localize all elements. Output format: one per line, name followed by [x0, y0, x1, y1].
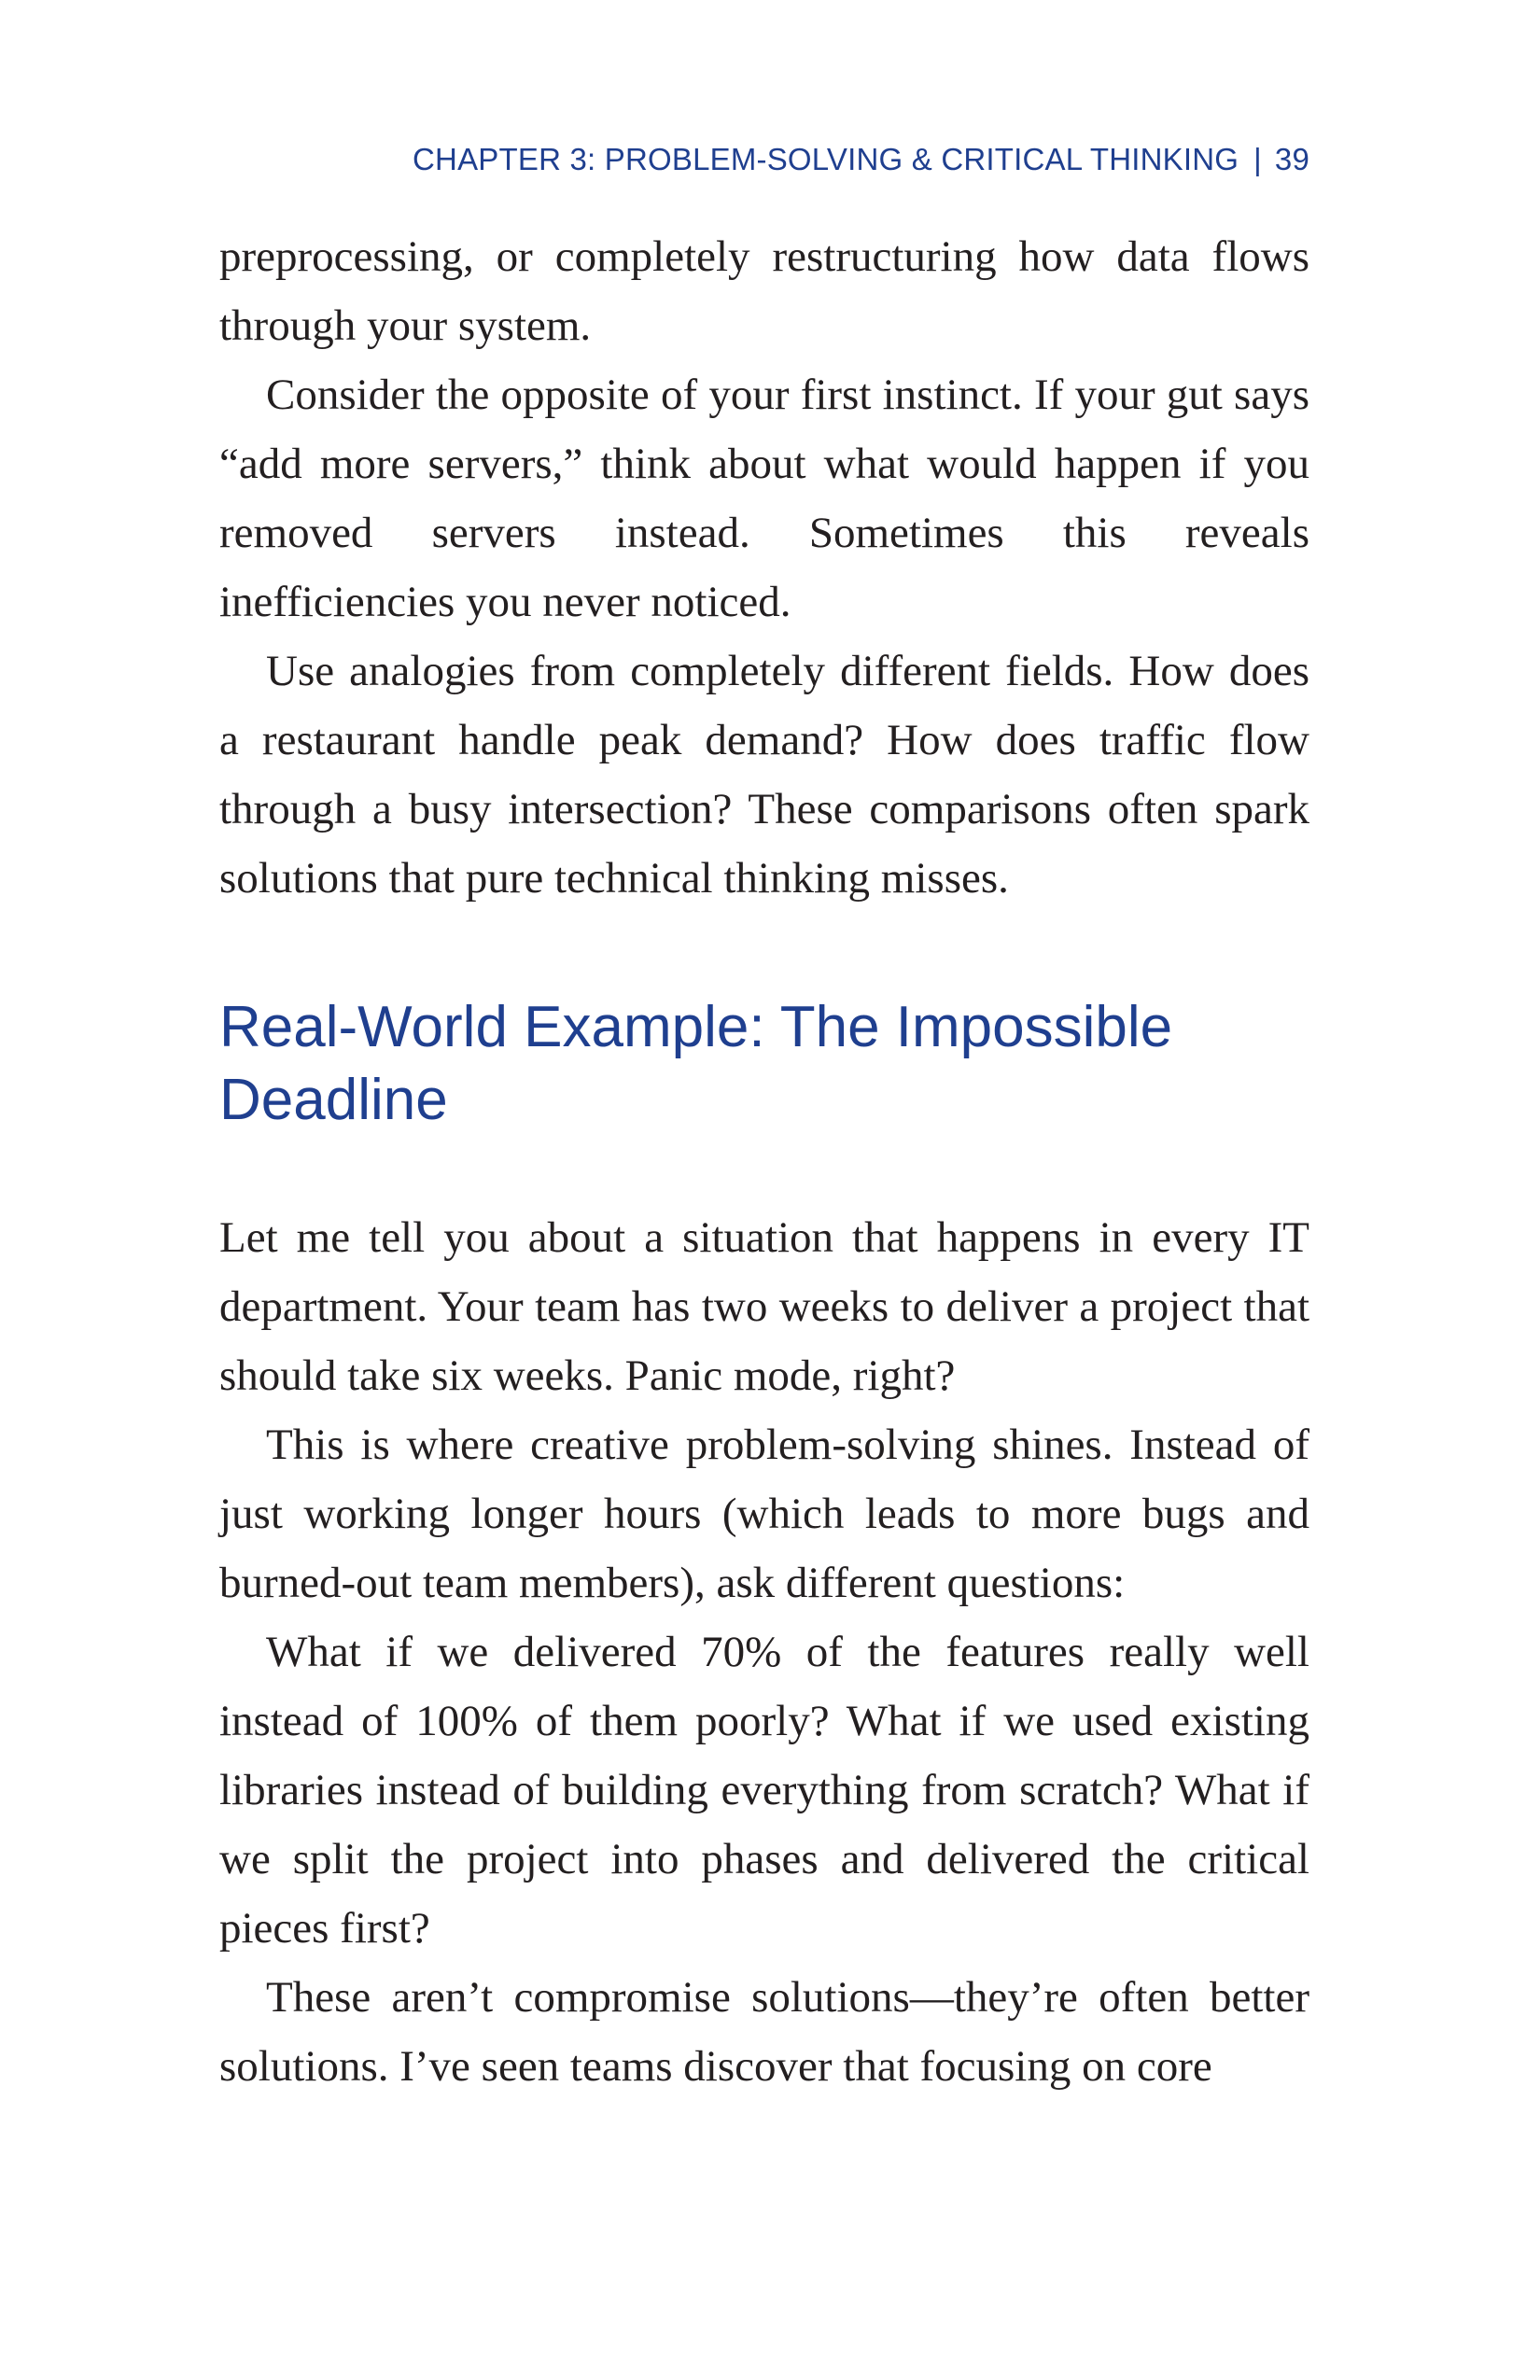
paragraph: preprocessing, or completely restructuring how data flows through your system. [219, 232, 1309, 350]
paragraph: What if we delivered 70% of the features really well instead of 100% of them poorly? What if we used existing libraries instead of building everything from scratch? What if we split the project into phases and delivered the critical pieces first? [219, 1628, 1309, 1953]
paragraph: Let me tell you about a situation that happens in every IT department. Your team has two weeks to deliver a project that should take six weeks. Panic mode, right? [219, 1213, 1309, 1400]
paragraph: Use analogies from completely different fields. How does a restaurant handle peak demand? How does traffic flow through a busy intersection? These comparisons often spark solutions that pure technical thinking misses. [219, 647, 1309, 903]
section-heading: Real-World Example: The Impossible Deadline [219, 995, 1173, 1132]
paragraph: This is where creative problem-solving shines. Instead of just working longer hours (which leads to more bugs and burned-out team members), ask different questions: [219, 1421, 1309, 1607]
chapter-title: CHAPTER 3: PROBLEM-SOLVING & CRITICAL THINKING [413, 142, 1239, 176]
running-header [219, 142, 1309, 177]
paragraph: Consider the opposite of your first instinct. If your gut says “add more servers,” think about what would happen if you removed servers instead. Sometimes this reveals inefficiencies you never noticed. [219, 371, 1309, 626]
body-text-after-heading [219, 1203, 1309, 2101]
header-separator: | [1253, 142, 1262, 176]
paragraph: These aren’t compromise solutions—they’re often better solutions. I’ve seen teams discover that focusing on core [219, 1973, 1309, 2091]
body-text-before-heading [219, 222, 1309, 913]
page-number: 39 [1274, 142, 1309, 176]
